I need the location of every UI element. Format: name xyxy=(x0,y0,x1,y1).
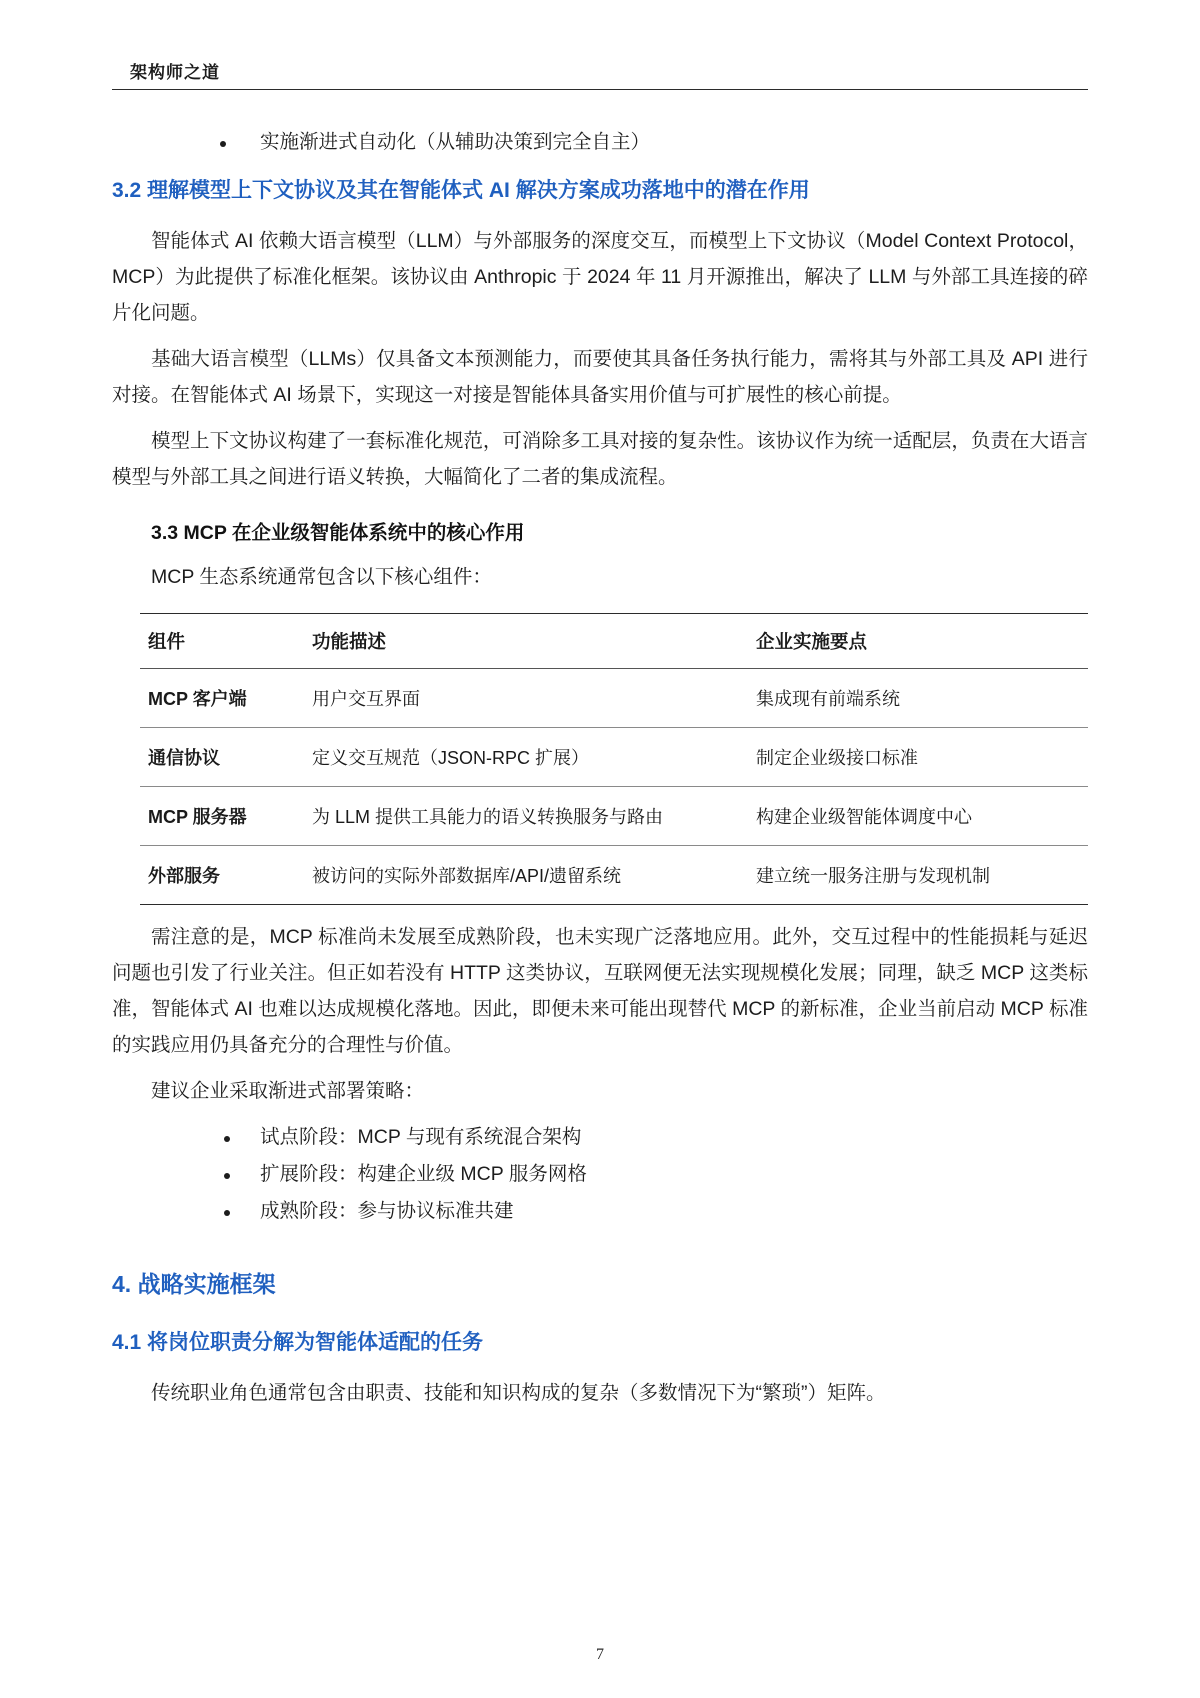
table-cell-enterprise: 构建企业级智能体调度中心 xyxy=(748,787,1088,846)
table-row xyxy=(140,787,1088,846)
table-cell-description: 定义交互规范（JSON-RPC 扩展） xyxy=(304,728,748,787)
paragraph-after-table: 需注意的是，MCP 标准尚未发展至成熟阶段，也未实现广泛落地应用。此外，交互过程中的性能损耗与延迟问题也引发了行业关注。但正如若没有 HTTP 这类协议，互联网便无法实现规模化发展；同理，缺乏 MCP 这类标准，智能体式 AI 也难以达成规模化落地。因此，即便未来可能出现替代 MCP 的新标准，企业当前启动 MCP 标准的实践应用仍具备充分的合理性与价值。 xyxy=(112,926,1088,1057)
table-row xyxy=(140,669,1088,728)
table-cell-component: 外部服务 xyxy=(140,846,304,905)
paragraph-3-2-1: 智能体式 AI 依赖大语言模型（LLM）与外部服务的深度交互，而模型上下文协议（Model Context Protocol，MCP）为此提供了标准化框架。该协议由 Anthropic 于 2024 年 11 月开源推出，解决了 LLM 与外部工具连接的碎片化问题。 xyxy=(112,229,1088,324)
header-divider xyxy=(112,89,1088,90)
paragraph-3-2-2: 基础大语言模型（LLMs）仅具备文本预测能力，而要使其具备任务执行能力，需将其与外部工具及 API 进行对接。在智能体式 AI 场景下，实现这一对接是智能体具备实用价值与可扩展性的核心前提。 xyxy=(112,347,1088,406)
table-row xyxy=(140,846,1088,905)
table-cell-enterprise: 建立统一服务注册与发现机制 xyxy=(748,846,1088,905)
table-cell-description: 被访问的实际外部数据库/API/遗留系统 xyxy=(304,846,748,905)
page-header-title: 架构师之道 xyxy=(130,63,220,82)
table-cell-component: MCP 客户端 xyxy=(140,669,304,728)
table-cell-enterprise: 制定企业级接口标准 xyxy=(748,728,1088,787)
table-cell-component: 通信协议 xyxy=(140,728,304,787)
list-item: 扩展阶段：构建企业级 MCP 服务网格 xyxy=(112,1156,1088,1193)
table-col-header-enterprise: 企业实施要点 xyxy=(748,614,1088,669)
paragraph-3-2-3: 模型上下文协议构建了一套标准化规范，可消除多工具对接的复杂性。该协议作为统一适配层，负责在大语言模型与外部工具之间进行语义转换，大幅简化了二者的集成流程。 xyxy=(112,429,1088,488)
strategy-bullet-list xyxy=(112,1119,1088,1230)
table-header-row xyxy=(140,614,1088,669)
table-row xyxy=(140,728,1088,787)
heading-3-2: 3.2 理解模型上下文协议及其在智能体式 AI 解决方案成功落地中的潜在作用 xyxy=(112,179,810,203)
paragraph-strategy-intro: 建议企业采取渐进式部署策略： xyxy=(151,1080,425,1103)
paragraph-3-3-intro: MCP 生态系统通常包含以下核心组件： xyxy=(151,565,492,588)
table-col-header-description: 功能描述 xyxy=(304,614,748,669)
table-header xyxy=(140,614,1088,669)
list-item: 成熟阶段：参与协议标准共建 xyxy=(112,1193,1088,1230)
mcp-components-table xyxy=(140,613,1088,905)
page-number: 7 xyxy=(596,1646,604,1663)
table-cell-description: 为 LLM 提供工具能力的语义转换服务与路由 xyxy=(304,787,748,846)
paragraph-4-1-1: 传统职业角色通常包含由职责、技能和知识构成的复杂（多数情况下为“繁琐”）矩阵。 xyxy=(151,1381,886,1404)
heading-4-1: 4.1 将岗位职责分解为智能体适配的任务 xyxy=(112,1331,484,1354)
table-cell-description: 用户交互界面 xyxy=(304,669,748,728)
heading-4: 4. 战略实施框架 xyxy=(112,1270,276,1297)
table-cell-component: MCP 服务器 xyxy=(140,787,304,846)
top-bullet-list xyxy=(112,124,1088,161)
list-item: 实施渐进式自动化（从辅助决策到完全自主） xyxy=(112,124,1088,161)
table-body xyxy=(140,669,1088,905)
list-item: 试点阶段：MCP 与现有系统混合架构 xyxy=(112,1119,1088,1156)
table-col-header-component: 组件 xyxy=(140,614,304,669)
table-cell-enterprise: 集成现有前端系统 xyxy=(748,669,1088,728)
heading-3-3: 3.3 MCP 在企业级智能体系统中的核心作用 xyxy=(151,521,525,544)
